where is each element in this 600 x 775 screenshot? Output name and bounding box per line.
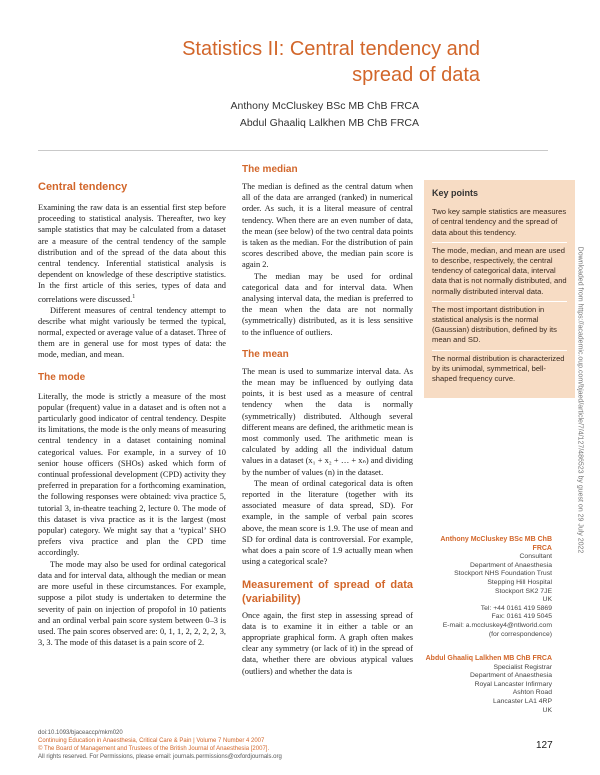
header-divider	[38, 150, 548, 151]
title-line-2: spread of data	[352, 64, 480, 86]
affiliation-1-line: Fax: 0161 419 5045	[491, 613, 552, 621]
affiliation-2-line: Ashton Road	[512, 689, 552, 697]
affiliation-1-line: Consultant	[519, 553, 552, 561]
affiliation-1-line: Stockport NHS Foundation Trust	[454, 570, 552, 578]
mean-paragraph-1: The mean is used to summarize interval data. As the mean may be influenced by outlying data points, it is best used as a measure of central tendency when the data is normally (symmetrically) distributed. Although several different means are defined, the arithmetic mean is most commonly used. The arithmetic mean is calculated by adding all the individual datum values in a dataset (x₁ + x₂ + … + xₙ) and dividing by the number of values (n) in the dataset.	[242, 366, 413, 477]
central-tendency-paragraph-1-text: Examining the raw data is an essential first step before proceeding to statistical analysis. Thereafter, two key sample statistics that may be calculated from a dataset are a measure of the central tendency of the sample distribution and of the spread of the data about this central tendency. Inferential statistical analysis is dependent on knowledge of these descriptive statistics. In the first article of this series, types of data and correlations were discussed.	[38, 203, 226, 304]
mean-paragraph-2: The mean of ordinal categorical data is often reported in the literature (together with its associated measure of data spread, SD). For example, in the sample of verbal pain scores above, the mean score is 1.9. The use of mean and SD for ordinal data is controversial. For example, what does a pain score of 1.9 actually mean when using a categorical scale?	[242, 478, 413, 567]
affiliation-1-line: UK	[542, 596, 552, 604]
median-heading: The median	[242, 164, 298, 175]
left-column	[38, 180, 226, 648]
affiliation-1	[424, 536, 552, 639]
affiliation-1-line: Department of Anaesthesia	[470, 561, 552, 569]
title-line-1: Statistics II: Central tendency and	[182, 38, 480, 60]
affiliation-2-line: Lancaster LA1 4RP	[493, 697, 552, 705]
central-tendency-paragraph-1	[38, 202, 226, 305]
mode-paragraph-1: Literally, the mode is strictly a measure of the most popular (frequent) value in a dataset and is often not a particularly good indicator of central tendency. Despite its limitations, the mode is the only means of measuring central tendency in a dataset containing nominal categorical values. For example, in a survey of 10 senior house officers (SHOs) asked which form of continual professional development (CPD) activity they preferred in preparation for a forthcoming examination, the following responses were obtained: viva practice 5, tutorial 3, in-theatre teaching 2, lecture 0. The mode of this dataset is viva practice as it is the largest (most popular) category. We might say that a ‘typical’ SHO prefers viva practice and plan the CPD time accordingly.	[38, 391, 226, 558]
affiliation-2-line: UK	[542, 706, 552, 714]
affiliation-1-name: Anthony McCluskey BSc MB ChB FRCA	[440, 536, 552, 552]
reference-marker[interactable]: 1	[132, 293, 136, 300]
key-point-3: The most important distribution in statistical analysis is the normal (Gaussian) distribution, defined by its mean and SD.	[432, 302, 567, 351]
mean-heading: The mean	[242, 348, 289, 360]
page-footer	[38, 729, 458, 761]
key-point-1: Two key sample statistics are measures of central tendency and the spread of data about this tendency.	[432, 204, 567, 243]
median-paragraph-1: The median is defined as the central datum when all of the data are arranged (ranked) in numerical order. As such, it is a literal measure of central tendency. When there are an even number of data, the mean (see below) of the two central data points is taken as the median. For the distribution of pain scores described above, the median pain score is again 2.	[242, 182, 413, 270]
affiliation-2-line: Royal Lancaster Infirmary	[474, 680, 552, 688]
page-number: 127	[536, 740, 553, 751]
spread-heading: Measurement of spread of data (variability)	[242, 578, 413, 605]
download-note-text: Downloaded from https://academic.oup.com/bjaed/article/7/4/127/486523 by guest on 29 July 2022	[576, 246, 584, 554]
key-points-box	[424, 180, 575, 398]
mode-heading: The mode	[38, 371, 86, 383]
footer-copyright: © The Board of Management and Trustees of the British Journal of Anaesthesia [2007].	[38, 746, 270, 752]
key-point-2: The mode, median, and mean are used to describe, respectively, the central tendency of categorical data, interval data that is not normally distributed, and normally distributed interval data.	[432, 243, 567, 302]
affiliation-2-line: Specialist Registrar	[493, 663, 552, 671]
affiliation-1-email[interactable]: E-mail: a.mccluskey4@ntlworld.com	[442, 621, 552, 629]
affiliation-1-line: (for correspondence)	[488, 630, 552, 638]
footer-rights: All rights reserved. For Permissions, please email: journals.permissions@oxfordjournals.org	[38, 754, 282, 760]
median-paragraph-2: The median may be used for ordinal categorical data and for interval data. When analysing interval data, the median is preferred to the mean when the data are not normally (symmetrically) distributed, as it is less sensitive to the influence of outliers.	[242, 271, 413, 337]
affiliation-2-name: Abdul Ghaaliq Lalkhen MB ChB FRCA	[425, 655, 552, 662]
central-tendency-paragraph-2: Different measures of central tendency attempt to describe what might variously be termed the typical, normal, expected or average value of a dataset. Three of them are in general use for most types of data: the mode, median, and mean.	[38, 305, 226, 360]
middle-column	[242, 163, 413, 677]
author-list	[160, 98, 419, 132]
affiliation-1-line: Stepping Hill Hospital	[487, 578, 552, 586]
key-point-4: The normal distribution is characterized by its unimodal, symmetrical, bell-shaped frequency curve.	[432, 353, 565, 384]
affiliation-2-line: Department of Anaesthesia	[470, 672, 552, 680]
author-1: Anthony McCluskey BSc MB ChB FRCA	[230, 100, 419, 112]
affiliation-1-line: Tel: +44 0161 419 5869	[480, 604, 552, 612]
footer-journal: Continuing Education in Anaesthesia, Critical Care & Pain | Volume 7 Number 4 2007	[38, 738, 265, 744]
author-2: Abdul Ghaaliq Lalkhen MB ChB FRCA	[239, 117, 419, 129]
key-points-title: Key points	[432, 188, 479, 198]
central-tendency-heading: Central tendency	[38, 181, 128, 193]
footer-doi[interactable]: doi:10.1093/bjaceaccp/mkm020	[38, 730, 123, 736]
article-title	[60, 36, 480, 88]
spread-paragraph-1: Once again, the first step in assessing spread of data is to examine it in either a table or an appropriate graphical form. A graph often makes clear any symmetry (or lack of it) in the spread of data, whether there are obvious atypical values (outliers) and whether the data is	[242, 610, 413, 676]
affiliation-2	[424, 655, 552, 715]
mode-paragraph-2: The mode may also be used for ordinal categorical data and for interval data, although the median or mean are more useful in these circumstances. For example, suppose a pilot study is undertaken to determine the severity of pain on injection of propofol in 10 patients and an ordinal verbal pain score system between 0–3 is used. The pain scores observed are: 0, 1, 1, 2, 2, 2, 2, 3, 3, 3. The mode of this dataset is a pain score of 2.	[38, 559, 226, 648]
affiliation-1-line: Stockport SK2 7JE	[494, 587, 552, 595]
